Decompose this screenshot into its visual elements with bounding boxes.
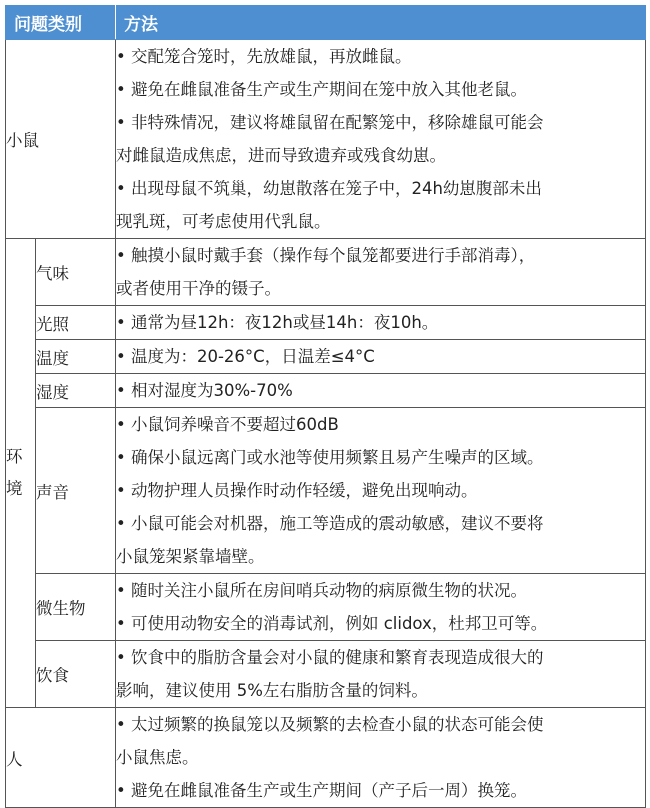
row-env-noise	[6, 408, 646, 574]
method-line: • 确保小鼠远离门或水池等使用频繁且易产生噪声的区域。	[116, 448, 544, 467]
header-category: 问题类别	[6, 6, 116, 40]
method-line: • 小鼠饲养噪音不要超过60dB	[116, 415, 339, 434]
method-line: • 非特殊情况，建议将雄鼠留在配繁笼中，移除雄鼠可能会	[116, 113, 544, 132]
category-env-char: 环	[6, 447, 23, 466]
method-line: • 可使用动物安全的消毒试剂，例如 clidox，杜邦卫可等。	[116, 614, 548, 633]
methods-smell	[116, 239, 646, 306]
row-env-temp	[6, 340, 646, 374]
method-line: • 出现母鼠不筑巢，幼崽散落在笼子中，24h幼崽腹部未出	[116, 179, 542, 198]
sub-light: 光照	[36, 306, 116, 340]
method-line: 现乳斑，可考虑使用代乳鼠。	[116, 212, 331, 231]
row-person	[6, 708, 646, 808]
method-line: • 通常为昼12h：夜12h或昼14h：夜10h。	[116, 313, 439, 332]
row-mouse	[6, 40, 646, 239]
method-line: 小鼠焦虑。	[116, 748, 199, 767]
sub-humidity: 湿度	[36, 374, 116, 408]
method-line: • 小鼠可能会对机器，施工等造成的震动敏感，建议不要将	[116, 514, 544, 533]
method-line: • 触摸小鼠时戴手套（操作每个鼠笼都要进行手部消毒），	[116, 246, 536, 265]
header-method: 方法	[116, 6, 646, 40]
methods-person	[116, 708, 646, 808]
methods-mouse	[116, 40, 646, 239]
sub-diet: 饮食	[36, 641, 116, 708]
method-line: • 避免在雌鼠准备生产或生产期间在笼中放入其他老鼠。	[116, 80, 527, 99]
method-line: • 交配笼合笼时，先放雄鼠，再放雌鼠。	[116, 47, 412, 66]
category-person: 人	[6, 708, 116, 808]
methods-temp	[116, 340, 646, 374]
row-env-light	[6, 306, 646, 340]
methods-noise	[116, 408, 646, 574]
row-env-humidity	[6, 374, 646, 408]
sub-temp: 温度	[36, 340, 116, 374]
method-line: • 相对湿度为30%-70%	[116, 381, 293, 400]
row-env-smell	[6, 239, 646, 306]
method-line: 影响，建议使用 5%左右脂肪含量的饲料。	[116, 681, 428, 700]
method-line: • 太过频繁的换鼠笼以及频繁的去检查小鼠的状态可能会使	[116, 715, 544, 734]
methods-diet	[116, 641, 646, 708]
method-line: • 动物护理人员操作时动作轻缓，避免出现响动。	[116, 481, 478, 500]
row-env-microbe	[6, 574, 646, 641]
category-mouse: 小鼠	[6, 40, 116, 239]
method-line: 对雌鼠造成焦虑，进而导致遗弃或残食幼崽。	[116, 146, 446, 165]
method-line: • 饮食中的脂肪含量会对小鼠的健康和繁育表现造成很大的	[116, 648, 544, 667]
care-methods-table	[5, 5, 646, 808]
sub-microbe: 微生物	[36, 574, 116, 641]
category-environment	[6, 239, 36, 708]
category-env-char: 境	[6, 479, 23, 498]
methods-humidity	[116, 374, 646, 408]
sub-noise: 声音	[36, 408, 116, 574]
sub-smell: 气味	[36, 239, 116, 306]
method-line: • 温度为：20-26°C，日温差≤4°C	[116, 347, 375, 366]
methods-light	[116, 306, 646, 340]
method-line: 或者使用干净的镊子。	[116, 279, 281, 298]
method-line: 小鼠笼架紧靠墙壁。	[116, 547, 265, 566]
header-row	[6, 6, 646, 40]
row-env-diet	[6, 641, 646, 708]
method-line: • 避免在雌鼠准备生产或生产期间（产子后一周）换笼。	[116, 781, 527, 800]
methods-microbe	[116, 574, 646, 641]
method-line: • 随时关注小鼠所在房间哨兵动物的病原微生物的状况。	[116, 581, 527, 600]
